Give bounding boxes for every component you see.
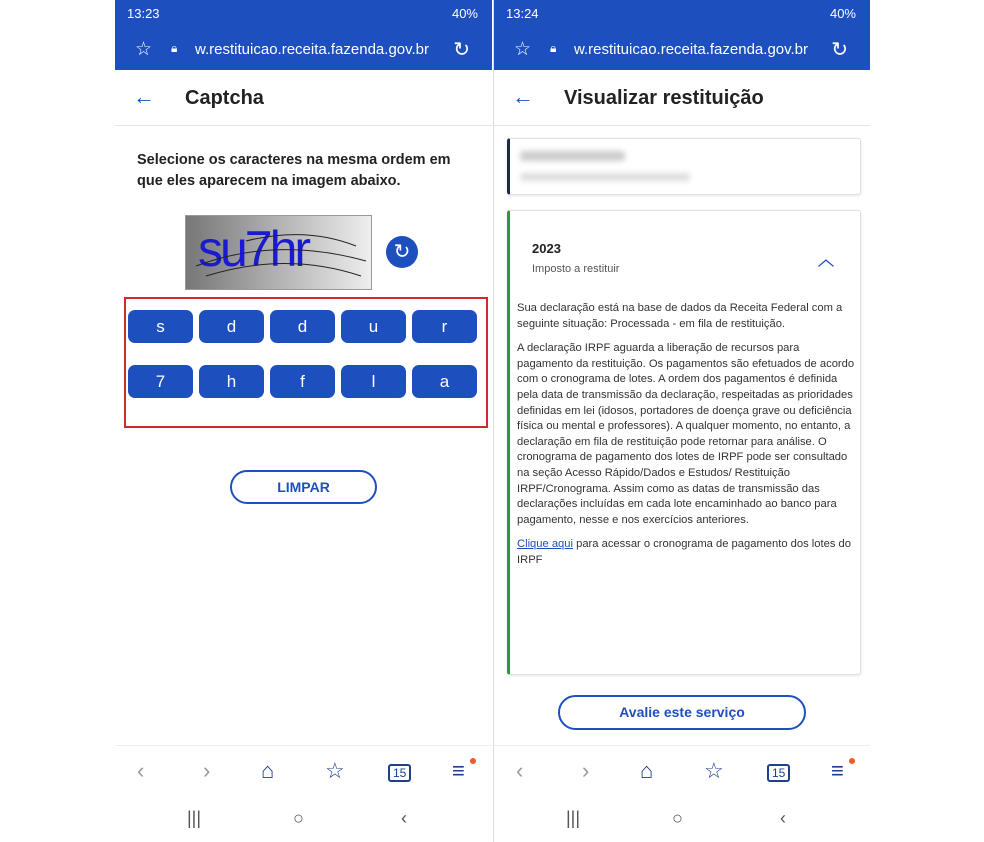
captcha-key[interactable]: l <box>341 365 406 398</box>
captcha-key[interactable]: u <box>341 310 406 343</box>
phone-captcha <box>115 0 492 842</box>
back-icon[interactable]: ‹ <box>516 758 524 783</box>
status-bar <box>494 0 870 30</box>
captcha-key[interactable]: s <box>128 310 193 343</box>
reload-icon[interactable]: ↻ <box>831 39 848 61</box>
link-text: para acessar o cronograma de pagamento dos lotes do IRPF <box>517 538 851 566</box>
info-paragraph: A declaração IRPF aguarda a liberação de recursos para pagamento da restituição. Os pagamentos são efetuados de acordo com o cronograma de lotes. A ordem dos pagamentos é definida pela data de transmissão da declaração, respeitadas as prioridades definidas em lei (idosos, portadores de doença grave ou deficiência física ou mental e professores). A qualquer momento, no entanto, a declaração em fila de restituição pode retornar para análise. O cronograma de pagamento dos lotes de IRPF pode ser consultado na seção Acesso Rápido/Dados e Estudos/ Restituição IRPF/Cronograma. Assim como as datas de transmissão das declarações incluídas em cada lote encaminhado ao banco para pagamento, nesse e nos exercícios anteriores. <box>517 342 855 526</box>
back-arrow-icon[interactable]: ← <box>512 84 534 109</box>
chevron-up-icon[interactable]: ︿ <box>817 252 834 269</box>
star-icon[interactable]: ☆ <box>135 39 153 60</box>
captcha-instruction: Selecione os caracteres na mesma ordem em que eles aparecem na imagem abaixo. <box>137 152 451 189</box>
home-circle-icon[interactable]: ○ <box>672 808 683 828</box>
system-nav <box>115 800 492 842</box>
tabs-icon[interactable]: 15 <box>767 764 790 782</box>
captcha-noise-lines <box>186 216 372 290</box>
restitution-card <box>507 210 861 675</box>
tabs-icon[interactable]: 15 <box>388 764 411 782</box>
home-icon[interactable]: ⌂ <box>640 758 654 783</box>
forward-icon[interactable]: › <box>203 758 211 783</box>
clock: 13:23 <box>127 6 160 21</box>
system-nav <box>494 800 870 842</box>
page-title: Captcha <box>185 87 264 109</box>
url-text[interactable]: w.restituicao.receita.fazenda.gov.br <box>574 41 809 58</box>
status-bar <box>115 0 492 30</box>
captcha-key[interactable]: d <box>199 310 264 343</box>
battery-level: 40% <box>829 6 856 21</box>
back-arrow-icon[interactable]: ← <box>133 84 155 109</box>
lock-icon: 🔒︎ <box>171 41 178 55</box>
lock-icon: 🔒︎ <box>550 41 557 55</box>
address-bar[interactable] <box>494 30 870 70</box>
captcha-image <box>185 215 372 290</box>
browser-toolbar <box>494 745 870 800</box>
reload-icon[interactable]: ↻ <box>453 39 470 61</box>
status-description <box>517 301 857 578</box>
schedule-link[interactable]: Clique aqui <box>517 538 573 551</box>
schedule-link-paragraph <box>517 537 857 568</box>
status-paragraph: Sua declaração está na base de dados da Receita Federal com a seguinte situação: Processada - em fila de restituição. <box>517 302 843 330</box>
captcha-key[interactable]: a <box>412 365 477 398</box>
page-header <box>494 70 870 126</box>
phone-restituicao <box>493 0 870 842</box>
star-icon[interactable]: ☆ <box>514 39 532 60</box>
system-back-icon[interactable]: ‹ <box>780 808 786 828</box>
notification-dot <box>470 758 476 764</box>
page-header <box>115 70 492 126</box>
home-icon[interactable]: ⌂ <box>261 758 275 783</box>
address-bar[interactable] <box>115 30 492 70</box>
clock: 13:24 <box>506 6 539 21</box>
recents-icon[interactable]: ||| <box>187 808 202 828</box>
captcha-key[interactable]: r <box>412 310 477 343</box>
refresh-captcha-icon[interactable]: ↻ <box>386 236 418 268</box>
captcha-text: su7hr <box>198 221 309 277</box>
forward-icon[interactable]: › <box>582 758 590 783</box>
clear-button[interactable]: LIMPAR <box>230 470 377 504</box>
card-subtitle: Imposto a restituir <box>532 263 620 275</box>
captcha-key[interactable]: d <box>270 310 335 343</box>
back-icon[interactable]: ‹ <box>137 758 145 783</box>
menu-icon[interactable]: ≡ <box>452 758 465 783</box>
recents-icon[interactable]: ||| <box>566 808 581 828</box>
browser-toolbar <box>115 745 492 800</box>
captcha-key[interactable]: h <box>199 365 264 398</box>
home-circle-icon[interactable]: ○ <box>293 808 304 828</box>
url-text[interactable]: w.restituicao.receita.fazenda.gov.br <box>195 41 430 58</box>
bookmarks-icon[interactable]: ☆ <box>704 758 724 783</box>
menu-icon[interactable]: ≡ <box>831 758 844 783</box>
notification-dot <box>849 758 855 764</box>
year-label: 2023 <box>532 241 561 256</box>
captcha-key[interactable]: 7 <box>128 365 193 398</box>
system-back-icon[interactable]: ‹ <box>401 808 407 828</box>
captcha-key[interactable]: f <box>270 365 335 398</box>
taxpayer-card-blurred <box>507 138 861 195</box>
battery-level: 40% <box>451 6 478 21</box>
bookmarks-icon[interactable]: ☆ <box>325 758 345 783</box>
page-title: Visualizar restituição <box>564 87 764 109</box>
rate-service-button[interactable]: Avalie este serviço <box>558 695 806 730</box>
